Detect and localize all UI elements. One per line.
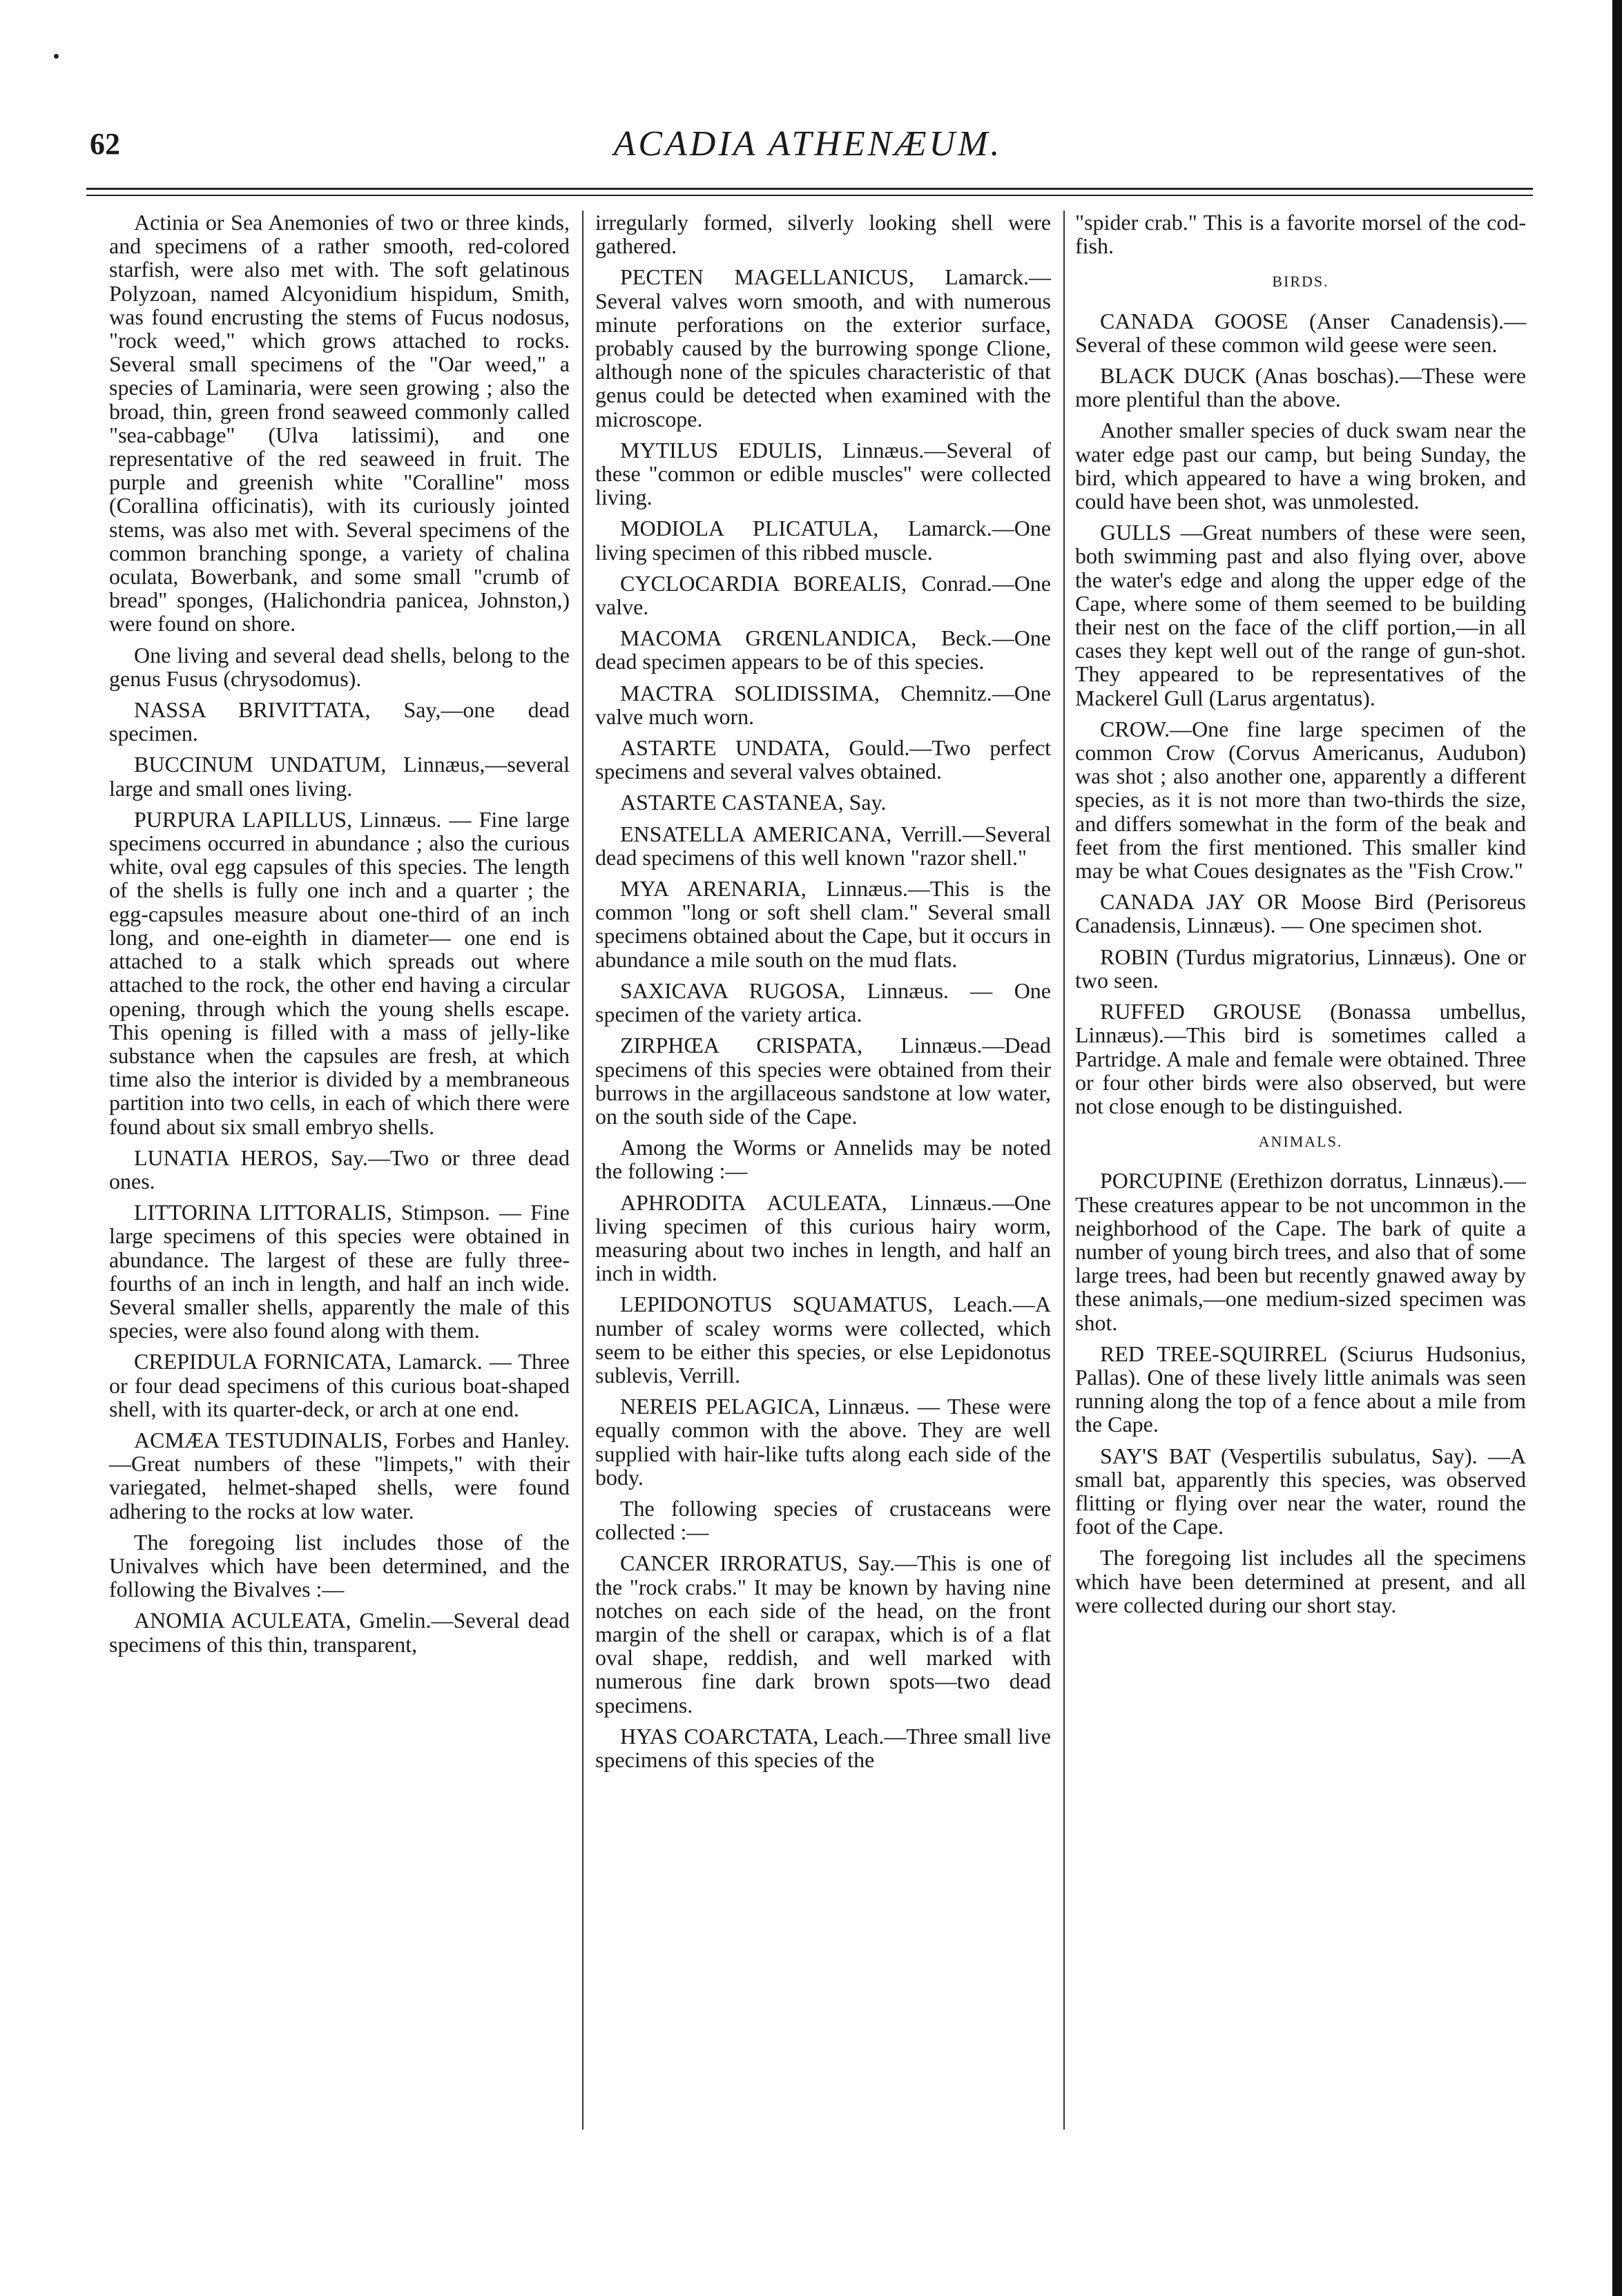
paragraph-fusus: One living and several dead shells, belong to the genus Fusus (chrysodomus). — [109, 642, 570, 691]
column-3 — [1075, 211, 1526, 1624]
paragraph-mya: MYA ARENARIA, Linnæus.—This is the common "long or soft shell clam." Several small specimens obtained about the Cape, but it occurs in abundance a mile south on the mud flats. — [595, 876, 1051, 972]
page-header — [90, 121, 1526, 190]
paragraph-canada-jay: CANADA JAY OR Moose Bird (Perisoreus Canadensis, Linnæus). — One specimen shot. — [1075, 889, 1526, 938]
paragraph-says-bat: SAY'S BAT (Vespertilis subulatus, Say). —A small bat, apparently this species, was observed flitting or flying over near the water, round the foot of the Cape. — [1075, 1443, 1526, 1539]
paragraph-zirphoea: ZIRPHŒA CRISPATA, Linnæus.—Dead specimens of this species were obtained from their burrows in the argillaceous sandstone at low water, on the south side of the Cape. — [595, 1033, 1051, 1129]
paragraph-duck-species: Another smaller species of duck swam near the water edge past our camp, but being Sunday, the bird, which appeared to have a wing broken, and could have been shot, was unmolested. — [1075, 418, 1526, 514]
paragraph-closing: The foregoing list includes all the specimens which have been determined at present, and all were collected during our short stay. — [1075, 1545, 1526, 1617]
paragraph-anomia: ANOMIA ACULEATA, Gmelin.—Several dead specimens of this thin, transparent, — [109, 1608, 570, 1657]
paragraph-crustaceans-intro: The following species of crustaceans were collected :— — [595, 1495, 1051, 1545]
paragraph-hyas: HYAS COARCTATA, Leach.—Three small live specimens of this species of the — [595, 1723, 1051, 1772]
paragraph-modiola: MODIOLA PLICATULA, Lamarck.—One living specimen of this ribbed muscle. — [595, 516, 1051, 565]
paragraph-robin: ROBIN (Turdus migratorius, Linnæus). One or two seen. — [1075, 944, 1526, 993]
paragraph-black-duck: BLACK DUCK (Anas boschas).—These were more plentiful than the above. — [1075, 363, 1526, 412]
column-divider-1 — [582, 211, 583, 2130]
paragraph-buccinum: BUCCINUM UNDATUM, Linnæus,—several large and small ones living. — [109, 752, 570, 801]
paragraph-lunatia: LUNATIA HEROS, Say.—Two or three dead ones. — [109, 1145, 570, 1194]
paragraph-aphrodita: APHRODITA ACULEATA, Linnæus.—One living specimen of this curious hairy worm, measuring about two inches in length, and half an inch in width. — [595, 1189, 1051, 1286]
paragraph-crepidula: CREPIDULA FORNICATA, Lamarck. — Three or four dead specimens of this curious boat-shaped shell, with its quarter-deck, or arch at one end. — [109, 1349, 570, 1421]
running-title: ACADIA ATHENÆUM. — [613, 124, 1003, 164]
scan-speck — [54, 54, 59, 59]
paragraph-gulls: GULLS —Great numbers of these were seen, both swimming past and also flying over, above the water's edge and along the upper edge of the Cape, where some of them seemed to be building their nest on the face of the cliff portion,—in all cases they kept well out of the range of gun-shot. They appeared to be representatives of the Mackerel Gull (Larus argentatus). — [1075, 520, 1526, 710]
paragraph-mactra: MACTRA SOLIDISSIMA, Chemnitz.—One valve much worn. — [595, 680, 1051, 729]
paragraph-astarte-undata: ASTARTE UNDATA, Gould.—Two perfect specimens and several valves obtained. — [595, 735, 1051, 784]
paragraph-red-squirrel: RED TREE-SQUIRREL (Sciurus Hudsonius, Pallas). One of these lively little animals was seen running along the top of a fence about a mile from the Cape. — [1075, 1341, 1526, 1437]
column-2 — [595, 211, 1051, 1779]
paragraph-hyas-cont: "spider crab." This is a favorite morsel of the cod-fish. — [1075, 210, 1526, 259]
scan-edge-bar — [1612, 0, 1622, 2296]
paragraph-crow: CROW.—One fine large specimen of the common Crow (Corvus Americanus, Audubon) was shot ; also another one, apparently a different species, as it is not more than two-thirds the size, and differs somewhat in the form of the beak and feet from the first mentioned. This smaller kind may be what Coues designates as the "Fish Crow." — [1075, 716, 1526, 884]
paragraph-ensatella: ENSATELLA AMERICANA, Verrill.—Several dead specimens of this well known "razor shell." — [595, 821, 1051, 870]
header-rule-bottom — [86, 195, 1533, 196]
paragraph-nassa: NASSA BRIVITTATA, Say,—one dead specimen. — [109, 697, 570, 746]
paragraph-astarte-castanea: ASTARTE CASTANEA, Say. — [620, 790, 887, 815]
paragraph-purpura: PURPURA LAPILLUS, Linnæus. — Fine large specimens occurred in abundance ; also the curious white, oval egg capsules of this species. The length of the shells is fully one inch and a quarter ; the egg-capsules measure about one-third of an inch long, and one-eighth in diameter— one end is attached to a stalk which spreads out where attached to the rock, the other end having a circular opening, through which the young shells escape. This opening is filled with a mass of jelly-like substance when the capsules are fresh, at which time also the interior is divided by a membraneous partition into two cells, in each of which there were found about six small embryo shells. — [109, 806, 570, 1139]
column-divider-2 — [1063, 211, 1065, 2130]
paragraph-mytilus: MYTILUS EDULIS, Linnæus.—Several of these "common or edible muscles" were collected living. — [595, 437, 1051, 510]
page-number: 62 — [90, 127, 120, 161]
section-heading-animals: ANIMALS. — [1258, 1133, 1343, 1151]
paragraph-saxicava: SAXICAVA RUGOSA, Linnæus. — One specimen of the variety artica. — [595, 977, 1051, 1027]
paragraph-univalves-summary: The foregoing list includes those of the Univalves which have been determined, and the following the Bivalves :— — [109, 1529, 570, 1602]
paragraph-anomia-cont: irregularly formed, silverly looking shell were gathered. — [595, 210, 1051, 259]
paragraph-lepidonotus: LEPIDONOTUS SQUAMATUS, Leach.—A number of scaley worms were collected, which seem to be either this species, or else Lepidonotus sublevis, Verrill. — [595, 1292, 1051, 1388]
paragraph-pecten: PECTEN MAGELLANICUS, Lamarck.—Several valves worn smooth, and with numerous minute perforations on the exterior surface, probably caused by the burrowing sponge Clione, although none of the spicules characteristic of that genus could be detected when examined with the microscope. — [595, 264, 1051, 431]
paragraph-macoma: MACOMA GRŒNLANDICA, Beck.—One dead specimen appears to be of this species. — [595, 625, 1051, 674]
paragraph-acmaea: ACMÆA TESTUDINALIS, Forbes and Hanley.—Great numbers of these "limpets," with their variegated, helmet-shaped shells, were found adhering to the rocks at low water. — [109, 1427, 570, 1524]
paragraph-porcupine: PORCUPINE (Erethizon dorratus, Linnæus).—These creatures appear to be not uncommon in the neighborhood of the Cape. The bark of quite a number of young birch trees, and also that of some large trees, had been but recently gnawed away by these animals,—one medium-sized specimen was shot. — [1075, 1168, 1526, 1335]
paragraph-worms-intro: Among the Worms or Annelids may be noted the following :— — [595, 1135, 1051, 1184]
paragraph-littorina: LITTORINA LITTORALIS, Stimpson. — Fine large specimens of this species were obtained in abundance. The largest of these are fully three-fourths of an inch in length, and half an inch wide. Several smaller shells, apparently the male of this species, were also found along with them. — [109, 1200, 570, 1343]
section-heading-birds: BIRDS. — [1272, 273, 1329, 291]
paragraph-marine-life: Actinia or Sea Anemonies of two or three kinds, and specimens of a rather smooth, red-colored starfish, were also met with. The soft gelatinous Polyzoan, named Alcyonidium hispidum, Smith, was found encrusting the stems of Fucus nodosus, "rock weed," which grows attached to rocks. Several small specimens of the "Oar weed," a species of Laminaria, were seen growing ; also the broad, thin, green frond seaweed commonly called "sea-cabbage" (Ulva latissimi), and one representative of the red seaweed in fruit. The purple and greenish white "Coralline" moss (Corallina officinatis), with its curiously jointed stems, was also met with. Several specimens of the common branching sponge, a variety of chalina oculata, Bowerbank, and some small "crumb of bread" sponges, (Halichondria panicea, Johnston,) were found on shore. — [109, 210, 570, 636]
paragraph-ruffed-grouse: RUFFED GROUSE (Bonassa umbellus, Linnæus).—This bird is sometimes called a Partridge. A male and female were obtained. Three or four other birds were also observed, but were not close enough to be distinguished. — [1075, 999, 1526, 1118]
paragraph-canada-goose: CANADA GOOSE (Anser Canadensis).— Several of these common wild geese were seen. — [1075, 308, 1526, 357]
header-rule-top — [86, 188, 1533, 190]
paragraph-nereis: NEREIS PELAGICA, Linnæus. — These were equally common with the above. They are well supplied with hair-like tufts along each side of the body. — [595, 1394, 1051, 1490]
column-1 — [109, 211, 570, 1664]
paragraph-cancer: CANCER IRRORATUS, Say.—This is one of the "rock crabs." It may be known by having nine notches on each side of the head, on the front margin of the shell or carapax, which is of a flat oval shape, reddish, and well marked with numerous fine dark brown spots—two dead specimens. — [595, 1550, 1051, 1718]
paragraph-cyclocardia: CYCLOCARDIA BOREALIS, Conrad.—One valve. — [595, 570, 1051, 620]
